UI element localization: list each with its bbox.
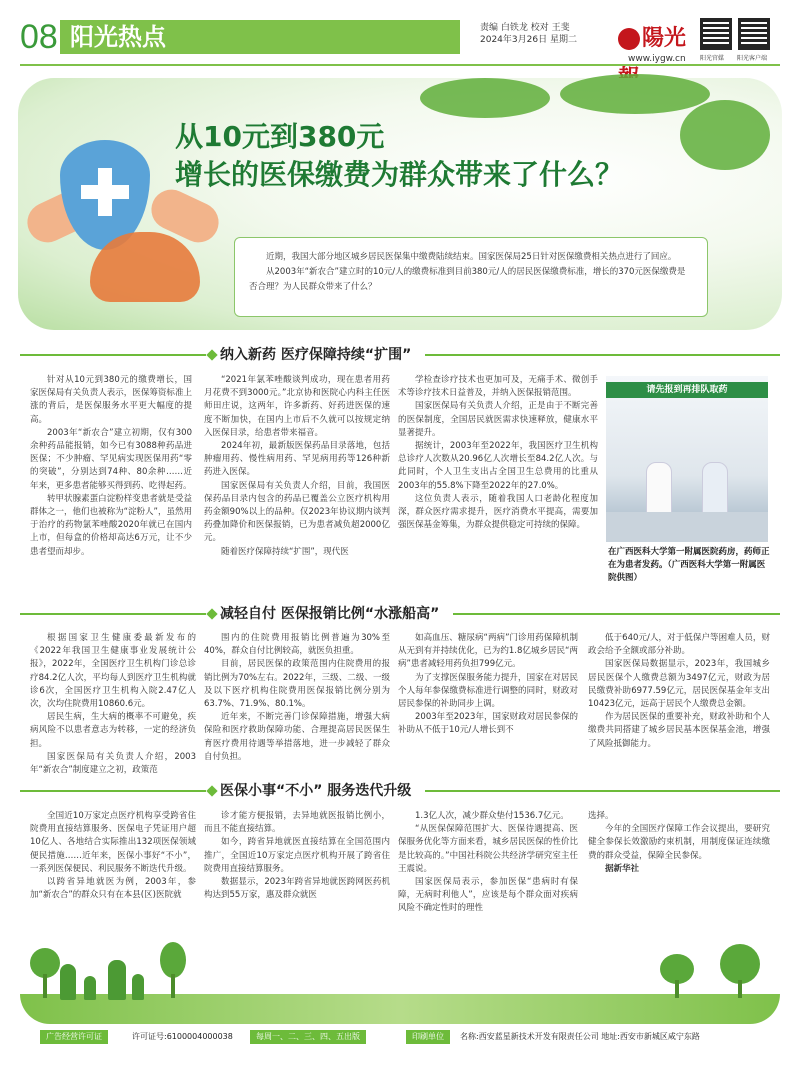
- paragraph: 选择。: [588, 811, 614, 821]
- section-title: 医保小事“不小” 服务迭代升级: [206, 779, 425, 803]
- text-column: [588, 632, 770, 751]
- section-header: [20, 779, 780, 803]
- tree-icon: [160, 942, 186, 978]
- intro-box: [234, 237, 708, 317]
- text-column: [398, 632, 578, 738]
- page-header: [0, 0, 800, 66]
- leaves-decoration: [420, 78, 550, 118]
- paragraph: 全国近10万家定点医疗机构享受跨省住院费用直接结算服务、医保电子凭证用户超10亿人、各地结合实际推出132项医保领域便民措施……近年来，医保小事好“不小”，一系列医保便民、利民服务不断迭代升级。: [30, 811, 196, 874]
- paragraph: 1.3亿人次，减少群众垫付1536.7亿元。: [415, 811, 569, 821]
- leaves-decoration: [560, 74, 710, 114]
- paragraph: 近年来，不断完善门诊保障措施，增强大病保险和医疗救助保障功能、合理提高居民医保生育医疗费用待遇等举措落地，进一步减轻了群众自付负担。: [204, 712, 390, 762]
- qr-code-icon: [700, 18, 732, 50]
- tree-icon: [720, 944, 760, 984]
- section-header: [20, 602, 780, 626]
- text-column: [204, 374, 390, 559]
- intro-paragraph: 从2003年“新农合”建立时的10元/人的缴费标准到目前380元/人的居民医保缴费标准，增长的370元医保缴费是否合理？为人民群众带来了什么？: [249, 267, 686, 292]
- paragraph: 国家医保局数据显示，2023年，我国城乡居民医保个人缴费总额为3497亿元，财政为居民缴费补助6977.59亿元，居民医保基金年支出10423亿元，远高于居民个人缴费总金额。: [588, 659, 770, 710]
- paragraph: 国家医保局有关负责人介绍，目前，我国医保药品目录内包含的药品已覆盖公立医疗机构用药金额90%以上的品种。仅2023年协议期内谈判药叠加降价和医保报销，已为患者减负超2000亿元。: [204, 480, 390, 544]
- source-credit: 据新华社: [605, 863, 640, 874]
- footer-illustration: [20, 924, 780, 1024]
- text-column: [30, 374, 192, 559]
- paragraph: 随着医疗保障持续“扩围”，现代医: [221, 546, 349, 557]
- editor-line: 责编 白铁龙 校对 王斐: [480, 23, 570, 33]
- paragraph: 2003年至2023年，国家财政对居民参保的补助从不低于10元/人增长到不: [398, 712, 578, 736]
- text-column: [588, 810, 770, 876]
- paragraph: 国家医保局表示，参加医保“患病时有保障，无病时利他人”，应该是每个群众面对疾病风险不确定性时的理性: [398, 877, 578, 914]
- child-icon: [84, 976, 96, 1000]
- paragraph: 学检查诊疗技术也更加可及，无痛手术、微创手术等诊疗技术日益普及，并纳入医保报销范围。: [398, 375, 598, 399]
- paragraph: 以跨省异地就医为例，2003年，参加“新农合”的群众只有在本县(区)医院就: [30, 877, 196, 901]
- paragraph: 国家医保局有关负责人介绍，2003年“新农合”制度建立之初，政策范: [30, 751, 196, 776]
- pharmacy-sign: 请先报到再排队取药: [606, 382, 768, 398]
- paragraph: 为了支撑医保服务能力提升，国家在对居民个人每年参保缴费标准进行调整的同时，财政对居民参保的补助同步上调。: [398, 672, 578, 710]
- page-number: 08: [20, 18, 58, 56]
- paragraph: 国家医保局有关负责人介绍，正是由于不断完善的医保制度，全国居民就医需求快速释放，健康水平显著提升。: [398, 401, 598, 438]
- news-photo: [606, 376, 768, 542]
- paragraph: “2021年氯苯唑酸谈判成功，现在患者用药月花费不到3000元。”北京协和医院心内科主任医师田庄说，这两年，许多新药、好药进医保的速度不断加快，在国内上市后不久就可以按规定纳入医保目录，给患者带来福音。: [204, 375, 390, 438]
- paragraph: 诊才能方便报销，去异地就医报销比例小，而且不能直接结算。: [204, 811, 390, 835]
- text-column: [398, 810, 578, 916]
- headline: [175, 118, 623, 194]
- logo-text: 陽光: [642, 25, 687, 51]
- headline-line-2: 增长的医保缴费为群众带来了什么？: [175, 158, 624, 191]
- section-title: 纳入新药 医疗保障持续“扩围”: [206, 343, 425, 367]
- header-divider: [20, 64, 780, 66]
- text-column: [30, 632, 196, 777]
- paragraph: 如今，跨省异地就医直接结算在全国范围内推广，全国近10万家定点医疗机构开展了跨省住院费用直接结算服务。: [204, 837, 390, 874]
- section-name: 阳光热点: [60, 20, 460, 54]
- paragraph: “从医保保障范围扩大、医保待遇提高、医保服务优化等方面来看，城乡居民医保的性价比是比较高的。”中国社科院公共经济学研究室主任王震说。: [398, 824, 578, 874]
- headline-line-1: 从10元到380元: [175, 120, 385, 153]
- section-header: [20, 343, 780, 367]
- tree-icon: [738, 980, 742, 998]
- qr-label: 阳光官媒: [700, 55, 725, 62]
- page-footer: [20, 1030, 780, 1044]
- leaves-decoration: [680, 100, 770, 170]
- person-icon: [108, 960, 126, 1000]
- license-number: 许可证号:6100004000038: [132, 1032, 233, 1041]
- publish-schedule: 每周一、二、三、四、五出版: [250, 1030, 366, 1044]
- text-column: [398, 374, 598, 532]
- qr-code-icon: [738, 18, 770, 50]
- footer-label: 印刷单位: [406, 1030, 450, 1044]
- paragraph: 2003年“新农合”建立初期，仅有300余种药品能报销，如今已有3088种药品进医保；不少肿瘤、罕见病实现医保用药“零的突破”，分别达到74种、80余种……近年来，更多患者能够买得到药、吃得起药。: [30, 427, 192, 491]
- text-column: [30, 810, 196, 902]
- qr-label: 阳光客户端: [737, 55, 768, 62]
- paragraph: 转甲状腺素蛋白淀粉样变患者就是受益群体之一，他们也被称为“淀粉人”，虽然用于治疗的药物氯苯唑酸2020年就已在国内上市，但每盒的价格却高达6万元，让不少患者望而却步。: [30, 493, 192, 557]
- paragraph: 居民生病，生大病的概率不可避免，疾病风险不以患者意志为转移，一定的经济负担。: [30, 712, 196, 749]
- pharmacy-counter: [606, 512, 768, 542]
- tree-icon: [43, 974, 47, 998]
- paragraph: 低于640元/人，对于低保户等困难人员，财政会给予全额或部分补助。: [588, 633, 770, 657]
- section-title: 减轻自付 医保报销比例“水涨船高”: [206, 602, 453, 626]
- newspaper-logo: [618, 18, 696, 58]
- paragraph: 2024年初，最新版医保药品目录落地，包括肿瘤用药、慢性病用药、罕见病用药等126种新药进入医保。: [204, 441, 390, 478]
- tree-icon: [675, 980, 679, 998]
- paragraph: 数据显示，2023年跨省异地就医跨网医药机构达到55万家，惠及群众就医: [204, 877, 390, 901]
- date-line: 2024年3月26日 星期二: [480, 35, 577, 45]
- paragraph: 根据国家卫生健康委最新发布的《2022年我国卫生健康事业发展统计公报》，2022年，全国医疗卫生机构门诊总诊疗84.2亿人次，平均每人到医疗卫生机构就诊6次，全国医疗卫生机构入院2.47亿人次，次均住院费用10860.6元。: [30, 633, 196, 710]
- text-column: [204, 632, 390, 764]
- website-link[interactable]: www.iygw.cn: [628, 54, 686, 64]
- paragraph: 针对从10元到380元的缴费增长，国家医保局有关负责人表示，医保筹资标准上涨的背后，是医保服务水平更大幅度的提高。: [30, 375, 192, 425]
- footer-label: 广告经营许可证: [40, 1030, 108, 1044]
- paragraph: 如高血压、糖尿病“两病”门诊用药保障机制从无到有并持续优化，已为约1.8亿城乡居民“两病”患者减轻用药负担799亿元。: [398, 633, 578, 670]
- printer-info: 名称:西安蓝星新技术开发有限责任公司 地址:西安市新城区咸宁东路: [460, 1032, 700, 1041]
- paragraph: 作为居民医保的重要补充，财政补助和个人缴费共同搭建了城乡居民基本医保基金池，增强了风险抵御能力。: [588, 712, 770, 749]
- editor-info: [480, 22, 577, 46]
- medical-cross-icon: [81, 185, 129, 199]
- paragraph: 据统计，2003年至2022年，我国医疗卫生机构总诊疗人次数从20.96亿人次增长至84.2亿人次。与此同时，个人卫生支出占全国卫生总费用的比重从2003年的55.8%下降至2022年的27.0%。: [398, 441, 598, 491]
- person-icon: [60, 964, 76, 1000]
- photo-caption: 在广西医科大学第一附属医院药房，药师正在为患者发药。（广西医科大学第一附属医院供图）: [608, 547, 770, 583]
- paragraph: 围内的住院费用报销比例普遍为30%至40%，群众自付比例较高，就医负担重。: [204, 633, 390, 657]
- child-icon: [132, 974, 144, 1000]
- paragraph: 目前，居民医保的政策范围内住院费用的报销比例为70%左右。2022年，三级、二级、一级及以下医疗机构住院费用医保报销比例分别为63.7%、71.9%、80.1%。: [204, 659, 390, 710]
- paragraph: 这位负责人表示，随着我国人口老龄化程度加深，群众医疗需求提升，医疗消费水平提高，需要加强医保基金筹集，为群众提供稳定可持续的保障。: [398, 493, 598, 531]
- text-column: [204, 810, 390, 902]
- tree-icon: [171, 974, 175, 998]
- intro-paragraph: 近期，我国大部分地区城乡居民医保集中缴费陆续结束。国家医保局25日针对医保缴费相关热点进行了回应。: [266, 252, 677, 262]
- logo-emblem-icon: [618, 28, 640, 50]
- paragraph: 今年的全国医疗保障工作会议提出，要研究健全参保长效激励约束机制，用制度保证连续缴费的群众受益，保障全民参保。: [588, 824, 770, 861]
